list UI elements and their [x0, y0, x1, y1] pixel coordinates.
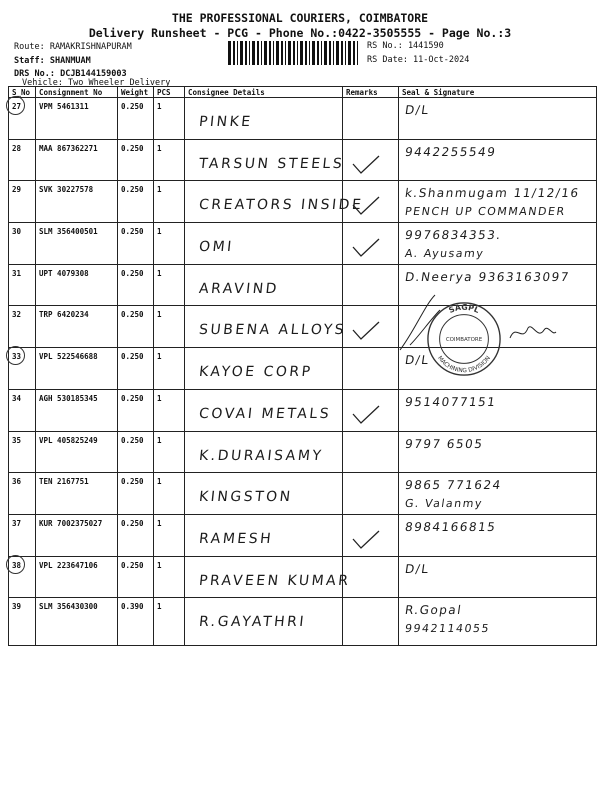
row-consignee — [185, 264, 343, 306]
table-row — [9, 139, 597, 181]
drs-number: DCJB144159003 — [60, 69, 127, 79]
signature-text-2: 9942114055 — [404, 622, 491, 636]
row-sno: 31 — [9, 264, 36, 306]
row-remarks — [343, 556, 399, 598]
vehicle-label: Vehicle: Two Wheeler Delivery — [22, 78, 171, 88]
tick-mark-icon — [351, 237, 381, 259]
row-signature — [399, 181, 597, 223]
col-remarks: Remarks — [343, 87, 399, 98]
staff-label: Staff: — [14, 56, 45, 66]
row-consignment-no: VPL 405825249 — [36, 431, 118, 473]
sno-circle-mark — [6, 555, 25, 574]
row-signature — [399, 223, 597, 265]
consignee-handwriting: CREATORS INSIDE — [198, 197, 365, 214]
sno-circle-mark — [6, 346, 25, 365]
row-pcs: 1 — [154, 389, 185, 431]
row-remarks — [343, 473, 399, 515]
table-row — [9, 98, 597, 140]
signature-text: 9442255549 — [404, 144, 498, 159]
table-row — [9, 223, 597, 265]
tick-mark-icon — [351, 195, 381, 217]
row-remarks — [343, 139, 399, 181]
signature-text: 8984166815 — [404, 519, 498, 534]
row-signature — [399, 98, 597, 140]
row-weight: 0.250 — [118, 348, 154, 390]
table-row — [9, 181, 597, 223]
signature-text: k.Shanmugam 11/12/16 — [404, 186, 581, 201]
signature-scribble — [395, 290, 445, 360]
row-consignee — [185, 473, 343, 515]
signature-text-2: A. Ayusamy — [404, 247, 486, 261]
row-weight: 0.250 — [118, 181, 154, 223]
row-weight: 0.250 — [118, 556, 154, 598]
row-sno: 30 — [9, 223, 36, 265]
row-weight: 0.250 — [118, 223, 154, 265]
row-weight: 0.250 — [118, 139, 154, 181]
row-consignee — [185, 348, 343, 390]
col-signature: Seal & Signature — [399, 87, 597, 98]
row-sno: 27 — [9, 98, 36, 140]
row-sno: 36 — [9, 473, 36, 515]
runsheet-table — [8, 86, 597, 646]
row-pcs: 1 — [154, 181, 185, 223]
row-consignment-no: SVK 30227578 — [36, 181, 118, 223]
row-consignment-no: VPM 5461311 — [36, 98, 118, 140]
signature-text: D.Neerya 9363163097 — [404, 269, 571, 284]
row-sno: 37 — [9, 514, 36, 556]
consignee-handwriting: RAMESH — [198, 530, 274, 547]
row-remarks — [343, 514, 399, 556]
row-signature — [399, 389, 597, 431]
row-consignee — [185, 223, 343, 265]
row-signature — [399, 514, 597, 556]
row-pcs: 1 — [154, 306, 185, 348]
row-consignment-no: UPT 4079308 — [36, 264, 118, 306]
row-remarks — [343, 306, 399, 348]
staff-name: SHANMUAM — [49, 56, 91, 66]
row-consignee — [185, 598, 343, 646]
row-consignment-no: TEN 2167751 — [36, 473, 118, 515]
row-remarks — [343, 598, 399, 646]
table-row — [9, 473, 597, 515]
row-signature — [399, 473, 597, 515]
row-pcs: 1 — [154, 264, 185, 306]
signature-text: D/L — [404, 103, 431, 117]
row-signature — [399, 431, 597, 473]
consignee-handwriting: K.DURAISAMY — [198, 447, 325, 464]
tick-mark-icon — [351, 320, 381, 342]
row-pcs: 1 — [154, 223, 185, 265]
row-weight: 0.250 — [118, 264, 154, 306]
row-weight: 0.250 — [118, 306, 154, 348]
row-signature — [399, 139, 597, 181]
row-consignee — [185, 98, 343, 140]
row-remarks — [343, 389, 399, 431]
signature-text-2: PENCH UP COMMANDER — [404, 205, 567, 219]
row-sno: 29 — [9, 181, 36, 223]
row-consignment-no: SLM 356400501 — [36, 223, 118, 265]
table-row — [9, 514, 597, 556]
consignee-handwriting: ARAVIND — [198, 280, 280, 297]
signature-text: 9514077151 — [404, 394, 498, 409]
row-consignee — [185, 139, 343, 181]
row-weight: 0.250 — [118, 98, 154, 140]
row-sno: 33 — [9, 348, 36, 390]
consignee-handwriting: KINGSTON — [198, 489, 294, 506]
col-weight: Weight — [118, 87, 154, 98]
row-pcs: 1 — [154, 348, 185, 390]
consignee-handwriting: OMI — [198, 239, 235, 256]
row-consignee — [185, 431, 343, 473]
row-consignment-no: VPL 522546688 — [36, 348, 118, 390]
tick-mark-icon — [351, 404, 381, 426]
row-pcs: 1 — [154, 514, 185, 556]
row-sno: 38 — [9, 556, 36, 598]
row-remarks — [343, 181, 399, 223]
row-signature — [399, 556, 597, 598]
row-remarks — [343, 98, 399, 140]
svg-text:SAGPL: SAGPL — [447, 302, 481, 315]
row-sno: 28 — [9, 139, 36, 181]
consignee-handwriting: KAYOE CORP — [198, 364, 314, 381]
row-consignment-no: AGH 530185345 — [36, 389, 118, 431]
signature-text-2: G. Valanmy — [404, 497, 484, 511]
row-pcs: 1 — [154, 139, 185, 181]
row-consignee — [185, 389, 343, 431]
row-weight: 0.250 — [118, 389, 154, 431]
row-sno: 32 — [9, 306, 36, 348]
row-consignment-no: KUR 7002375027 — [36, 514, 118, 556]
row-sno: 39 — [9, 598, 36, 646]
sno-circle-mark — [6, 96, 25, 115]
rs-number: RS No.: 1441590 — [367, 41, 444, 51]
table-row — [9, 348, 597, 390]
row-remarks — [343, 348, 399, 390]
row-signature — [399, 598, 597, 646]
row-remarks — [343, 264, 399, 306]
signature-text: D/L — [404, 353, 431, 368]
consignee-handwriting: PINKE — [198, 114, 254, 130]
table-header-row — [9, 87, 597, 98]
row-consignment-no: VPL 223647106 — [36, 556, 118, 598]
row-sno: 34 — [9, 389, 36, 431]
row-weight: 0.250 — [118, 473, 154, 515]
row-pcs: 1 — [154, 431, 185, 473]
col-pcs: PCS — [154, 87, 185, 98]
row-consignment-no: SLM 356430300 — [36, 598, 118, 646]
signature-text: R.Gopal — [404, 603, 464, 618]
row-pcs: 1 — [154, 98, 185, 140]
signature-text: 9797 6505 — [404, 436, 485, 451]
table-row — [9, 556, 597, 598]
consignee-handwriting: TARSUN STEELS — [198, 155, 345, 172]
consignee-handwriting: COVAI METALS — [198, 405, 332, 422]
staff-row — [14, 56, 91, 66]
table-row — [9, 598, 597, 646]
col-consignee: Consignee Details — [185, 87, 343, 98]
table-row — [9, 264, 597, 306]
row-consignee — [185, 556, 352, 598]
row-remarks — [343, 223, 399, 265]
barcode-image — [228, 41, 360, 65]
table-row — [9, 389, 597, 431]
row-weight: 0.390 — [118, 598, 154, 646]
svg-text:MACHINING DIVISION: MACHINING DIVISION — [436, 355, 492, 375]
row-remarks — [343, 431, 399, 473]
col-consignment: Consignment No — [36, 87, 118, 98]
row-consignment-no: MAA 867362271 — [36, 139, 118, 181]
tick-mark-icon — [351, 529, 381, 551]
consignee-handwriting: R.GAYATHRI — [198, 614, 307, 631]
row-sno: 35 — [9, 431, 36, 473]
rs-date: RS Date: 11-Oct-2024 — [367, 55, 470, 65]
svg-text:COIMBATORE: COIMBATORE — [445, 336, 483, 343]
signature-text: 9865 771624 — [404, 478, 503, 493]
signature-initials — [508, 318, 558, 348]
signature-text: D/L — [404, 561, 431, 576]
consignee-handwriting: SUBENA ALLOYS — [198, 322, 347, 339]
drs-label: DRS No.: — [14, 69, 55, 79]
table-row — [9, 431, 597, 473]
row-weight: 0.250 — [118, 514, 154, 556]
row-consignee — [185, 181, 365, 223]
row-pcs: 1 — [154, 556, 185, 598]
runsheet-title: Delivery Runsheet - PCG - Phone No.:0422-3505555 - Page No.:3 — [88, 26, 512, 40]
row-pcs: 1 — [154, 598, 185, 646]
row-pcs: 1 — [154, 473, 185, 515]
tick-mark-icon — [351, 154, 381, 176]
consignee-handwriting: PRAVEEN KUMAR — [198, 572, 352, 589]
row-consignment-no: TRP 6420234 — [36, 306, 118, 348]
row-weight: 0.250 — [118, 431, 154, 473]
signature-text: 9976834353. — [404, 228, 503, 243]
company-title: THE PROFESSIONAL COURIERS, COIMBATORE — [171, 11, 429, 25]
col-sno: S_No — [9, 87, 36, 98]
row-consignee — [185, 306, 347, 348]
row-consignee — [185, 514, 343, 556]
route-label: Route: RAMAKRISHNAPURAM — [14, 42, 132, 52]
